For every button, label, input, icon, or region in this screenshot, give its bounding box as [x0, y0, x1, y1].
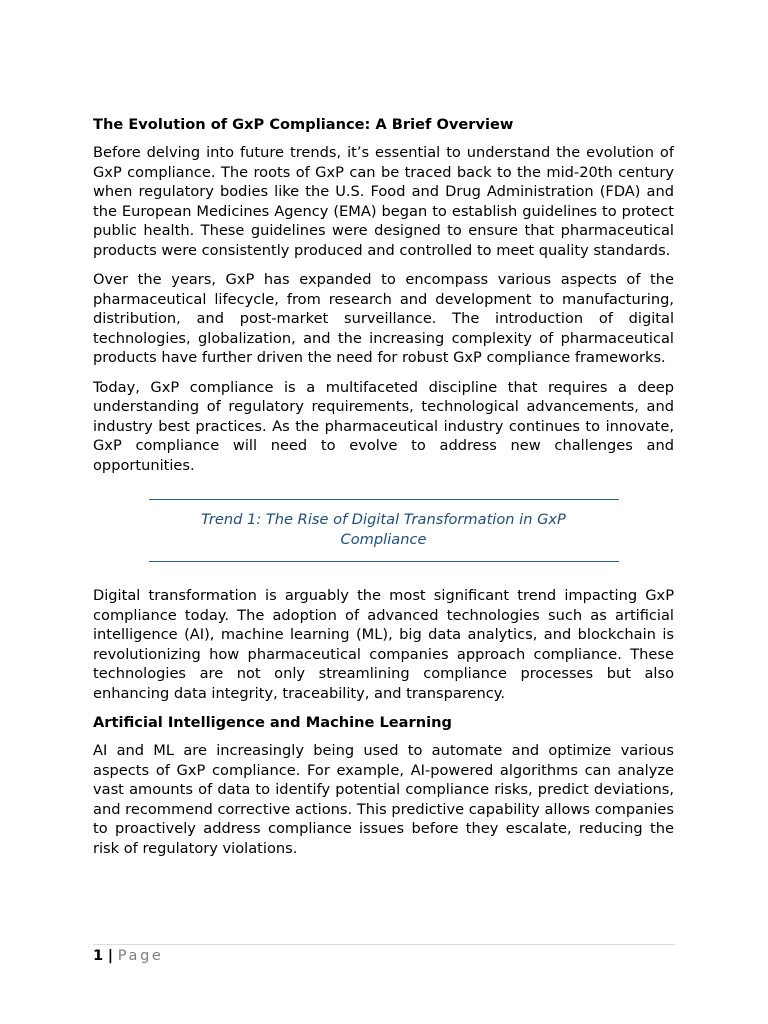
footer-page-label: Page: [117, 947, 164, 964]
footer-separator: |: [107, 947, 114, 964]
document-page: [93, 115, 674, 868]
paragraph-evolution-1: Before delving into future trends, it’s essential to understand the evolution of GxP compliance. The roots of GxP can be traced back to the mid-20th century when regulatory bodies like the U.S. Food and Drug Administration (FDA) and the European Medicines Agency (EMA) began to establish guidelines to protect public health. These guidelines were designed to ensure that pharmaceutical products were consistently produced and controlled to meet quality standards.: [93, 144, 674, 259]
intense-quote-trend-1: Trend 1: The Rise of Digital Transformation in GxP Compliance: [149, 499, 619, 562]
page-number: 1: [93, 947, 104, 964]
section-heading-evolution: The Evolution of GxP Compliance: A Brief Overview: [93, 116, 514, 133]
page-footer: [93, 944, 675, 966]
paragraph-evolution-3: Today, GxP compliance is a multifaceted discipline that requires a deep understanding of regulatory requirements, technological advancements, and industry best practices. As the pharmaceutical industry continues to innovate, GxP compliance will need to evolve to address new challenges and opportunities.: [93, 378, 674, 474]
section-heading-ai-ml: Artificial Intelligence and Machine Learning: [93, 714, 452, 731]
paragraph-ai-ml: AI and ML are increasingly being used to automate and optimize various aspects of GxP compliance. For example, AI-powered algorithms can analyze vast amounts of data to identify potential compliance risks, predict deviations, and recommend corrective actions. This predictive capability allows companies to proactively address compliance issues before they escalate, reducing the risk of regulatory violations.: [93, 742, 674, 857]
paragraph-evolution-2: Over the years, GxP has expanded to encompass various aspects of the pharmaceutical lifecycle, from research and development to manufacturing, distribution, and post-market surveillance. The introduction of digital technologies, globalization, and the increasing complexity of pharmaceutical products have further driven the need for robust GxP compliance frameworks.: [93, 271, 674, 366]
paragraph-digital-transformation: Digital transformation is arguably the most significant trend impacting GxP compliance today. The adoption of advanced technologies such as artificial intelligence (AI), machine learning (ML), big data analytics, and blockchain is revolutionizing how pharmaceutical companies approach compliance. These technologies are not only streamlining compliance processes but also enhancing data integrity, traceability, and transparency.: [93, 587, 674, 702]
